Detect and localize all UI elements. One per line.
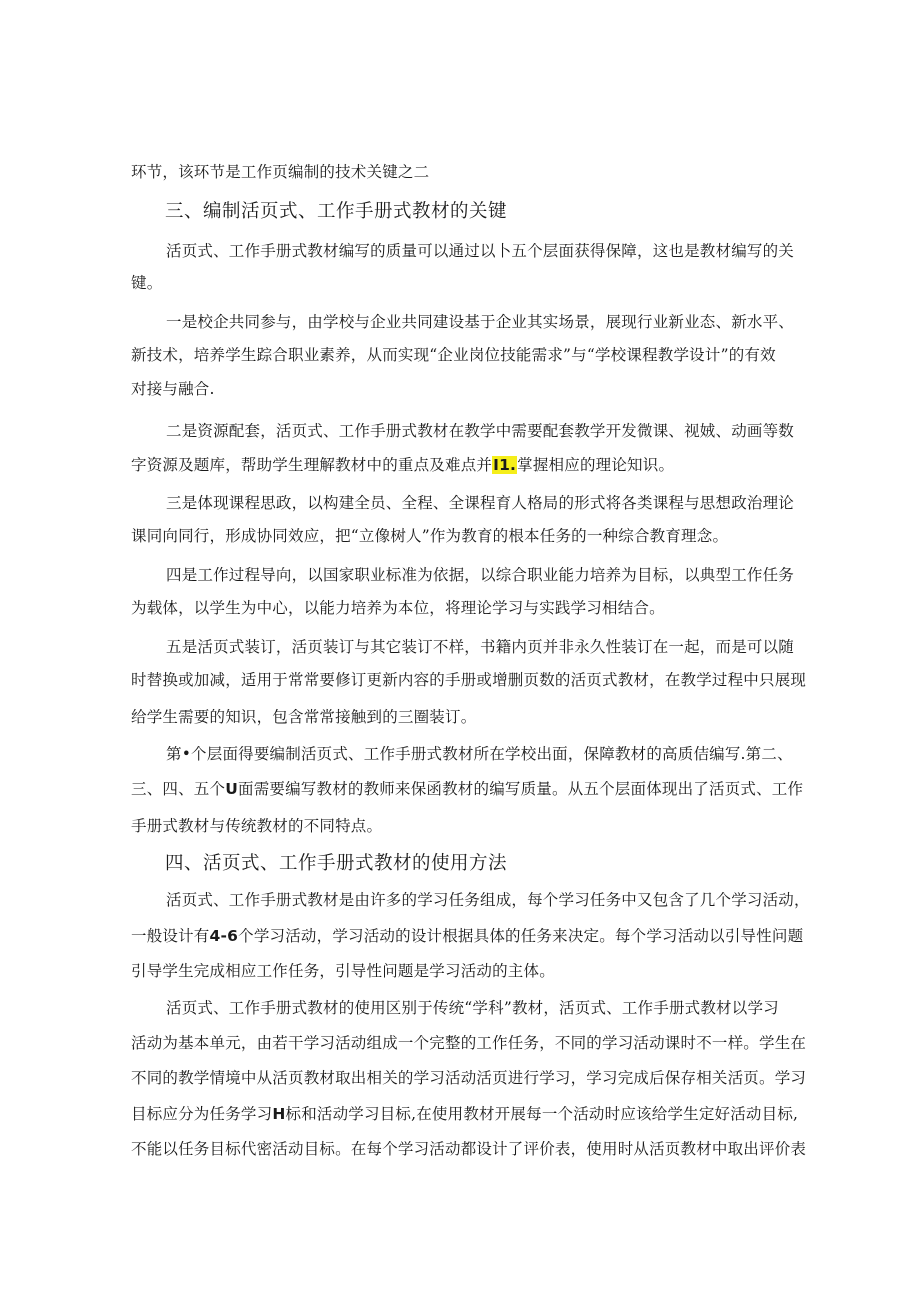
paragraph-line xyxy=(131,779,803,799)
text-run: 个学习活动，学习活动的设计根据具体的任务来决定。每个学习活动以引导性问题 xyxy=(238,927,804,945)
paragraph-line: 四是工作过程导向，以国家职业标准为依据，以综合职业能力培养为目标，以典型工作任务 xyxy=(166,566,795,584)
paragraph-line: 活页式、工作手册式教材是由许多的学习任务组成，每个学习任务中又包含了几个学习活动， xyxy=(166,891,810,909)
paragraph-line xyxy=(131,926,803,946)
text-run: H xyxy=(272,1105,286,1123)
text-run: U xyxy=(225,780,238,798)
paragraph-line: 五是活页式装订，活页装订与其它装订不样，书籍内页并非永久性装订在一起，而是可以随 xyxy=(166,638,795,656)
paragraph-line xyxy=(131,1104,798,1124)
text-run: 标和活动学习目标,在使用教材开展每一个活动时应该给学生定好活动目标, xyxy=(285,1105,799,1123)
paragraph-line: 键。 xyxy=(131,274,163,292)
text-run: 字资源及题库，帮助学生理解教材中的重点及难点并 xyxy=(131,456,493,474)
paragraph-line xyxy=(131,455,674,475)
paragraph-line: 不同的教学情境中从活页教材取出相关的学习活动活页进行学习，学习完成后保存相关活页。学习 xyxy=(131,1069,807,1087)
paragraph-line: 手册式教材与传统教材的不同特点。 xyxy=(131,817,383,835)
paragraph-line: 课同向同行，形成协同效应，把“立像树人”作为教育的根本任务的一种综合教育理念。 xyxy=(131,527,729,545)
paragraph-line: 三是体现课程思政，以构建全员、全程、全课程育人格局的形式将各类课程与思想政治理论 xyxy=(166,494,795,512)
paragraph-line: 新技术，培养学生踪合职业素养，从而实现“企业岗位技能需求”与“学校课程教学设计”的有效 xyxy=(131,346,776,364)
section-4-heading: 四、活页式、工作手册式教材的使用方法 xyxy=(165,853,508,874)
paragraph-line: 活页式、工作手册式教材的使用区别于传统“学科”教材，活页式、工作手册式教材以学习 xyxy=(166,999,779,1017)
paragraph-line: 第•个层面得要编制活页式、工作手册式教材所在学校出面，保障教材的高质佶编写.第二、 xyxy=(166,745,793,763)
highlighted-mark: I1. xyxy=(493,456,517,474)
paragraph-line: 引导学生完成相应工作任务，引导性问题是学习活动的主体。 xyxy=(131,962,555,980)
paragraph-line: 为载体，以学生为中心，以能力培养为本位，将理论学习与实践学习相结合。 xyxy=(131,599,665,617)
paragraph-line: 给学生需要的知识，包含常常接触到的三圈装订。 xyxy=(131,708,477,726)
text-run: 三、四、五个 xyxy=(131,780,226,798)
paragraph-line: 对接与融合. xyxy=(131,380,215,398)
paragraph-line: 不能以任务目标代密活动目标。在每个学习活动都设计了评价表，使用时从活页教材中取出评价表 xyxy=(131,1140,807,1158)
text-run: 一般设计有 xyxy=(131,927,210,945)
paragraph-line: 活动为基本单元，由若干学习活动组成一个完整的工作任务，不同的学习活动课时不一样。学生在 xyxy=(131,1034,807,1052)
text-run: 目标应分为任务学习 xyxy=(131,1105,273,1123)
text-run: 掌握相应的理论知识。 xyxy=(517,456,675,474)
paragraph-line: 二是资源配套，活页式、工作手册式教材在教学中需要配套教学开发微课、视娀、动画等数 xyxy=(166,422,795,440)
paragraph-line: 活页式、工作手册式教材编写的质量可以通过以卜五个层面获得保障，这也是教材编写的关 xyxy=(166,242,795,260)
paragraph-line: 一是校企共同参与，由学校与企业共同建设基于企业其实场景，展现行业新业态、新水平、 xyxy=(166,313,795,331)
section-3-heading: 三、编制活页式、工作手册式教材的关键 xyxy=(165,201,508,222)
paragraph-line: 时替换或加减，适用于常常要修订更新内容的手册或增删页数的活页式教材，在教学过程中只展现 xyxy=(131,671,807,689)
text-run: 4-6 xyxy=(209,927,239,945)
text-run: 面需要编写教材的教师来保函教材的编写质量。从五个层面体现出了活页式、工作 xyxy=(238,780,804,798)
intro-tail-text: 环节，该环节是工作页编制的技术关键之二 xyxy=(131,163,430,181)
